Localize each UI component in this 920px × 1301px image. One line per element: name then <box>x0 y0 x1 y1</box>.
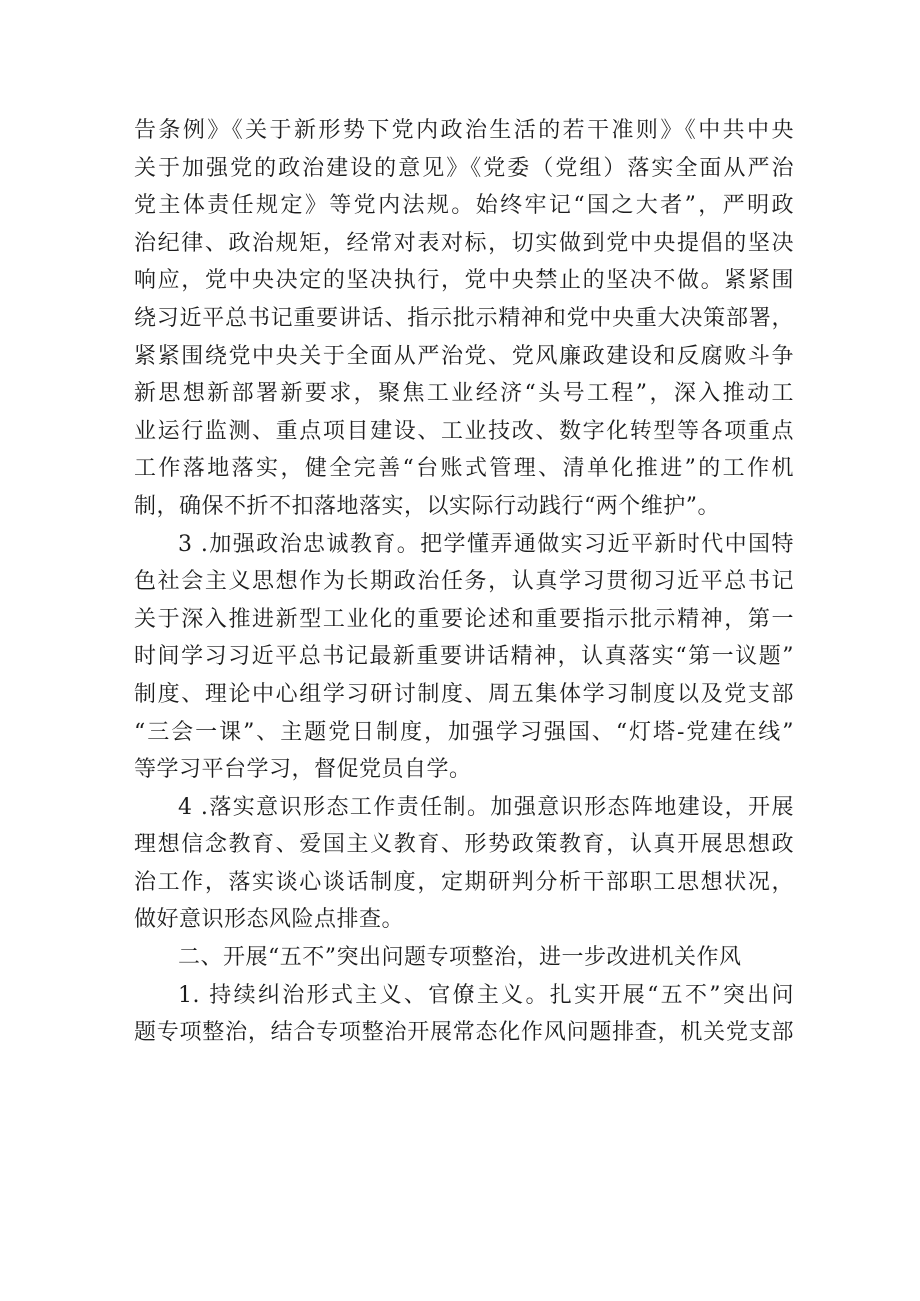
text-line: 治纪律、政治规矩，经常对表对标，切实做到党中央提倡的坚决 <box>134 230 794 256</box>
text-line: 理想信念教育、爱国主义教育、形势政策教育，认真开展思想政 <box>134 832 794 858</box>
text-line: 二、开展“五不”突出问题专项整治，进一步改进机关作风 <box>178 945 742 971</box>
text-line: 制，确保不折不扣落地落实，以实际行动践行“两个维护”。 <box>134 493 720 519</box>
text-line: 治工作，落实谈心谈话制度，定期研判分析干部职工思想状况， <box>134 869 794 895</box>
text-line: 党主体责任规定》等党内法规。始终牢记“国之大者”，严明政 <box>134 193 794 219</box>
text-line: 时间学习习近平总书记最新重要讲话精神，认真落实“第一议题” <box>134 644 794 670</box>
text-line: 制度、理论中心组学习研讨制度、周五集体学习制度以及党支部 <box>134 681 794 707</box>
text-line: 紧紧围绕党中央关于全面从严治党、党风廉政建设和反腐败斗争 <box>134 343 794 369</box>
document-body <box>134 112 794 1052</box>
text-line: 3 .加强政治忠诚教育。把学懂弄通做实习近平新时代中国特 <box>178 531 794 557</box>
text-line: 工作落地落实，健全完善“台账式管理、清单化推进”的工作机 <box>134 456 794 482</box>
text-line: 新思想新部署新要求，聚焦工业经济“头号工程”，深入推动工 <box>134 381 794 407</box>
text-line: 等学习平台学习，督促党员自学。 <box>134 757 472 783</box>
text-line: 绕习近平总书记重要讲话、指示批示精神和党中央重大决策部署， <box>134 305 794 331</box>
text-line: 关于加强党的政治建设的意见》《党委（党组）落实全面从严治 <box>134 155 794 181</box>
text-line: “三会一课”、主题党日制度，加强学习强国、“灯塔-党建在线” <box>134 719 794 745</box>
text-line: 响应，党中央决定的坚决执行，党中央禁止的坚决不做。紧紧围 <box>134 268 794 294</box>
text-line: 色社会主义思想作为长期政治任务，认真学习贯彻习近平总书记 <box>134 569 794 595</box>
text-line: 业运行监测、重点项目建设、工业技改、数字化转型等各项重点 <box>134 418 794 444</box>
text-line: 题专项整治，结合专项整治开展常态化作风问题排查，机关党支部 <box>134 1020 794 1046</box>
text-line: 做好意识形态风险点排查。 <box>134 907 405 933</box>
text-line: 4 .落实意识形态工作责任制。加强意识形态阵地建设，开展 <box>178 794 794 820</box>
text-line: 关于深入推进新型工业化的重要论述和重要指示批示精神，第一 <box>134 606 794 632</box>
text-line: 1. 持续纠治形式主义、官僚主义。扎实开展“五不”突出问 <box>178 982 794 1008</box>
text-line: 告条例》《关于新形势下党内政治生活的若干准则》《中共中央 <box>134 118 794 143</box>
